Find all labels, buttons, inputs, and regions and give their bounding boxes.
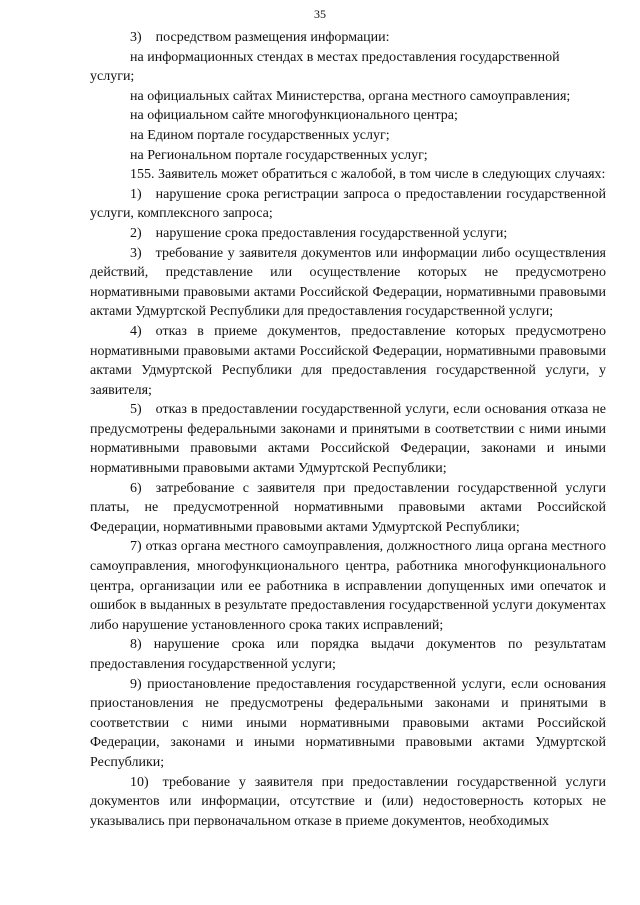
paragraph: 2) нарушение срока предоставления государственной услуги; [130,225,508,241]
paragraph: на Региональном портале государственных услуг; [130,147,428,163]
paragraph: на информационных стендах в местах предоставления государственной [130,49,560,65]
paragraph: 3) требование у заявителя документов или информации либо осуществления действий, представление или осуществление которых не предусмотрено нормативными правовыми актами Российской Федерации, нормативными правовыми актами Удмуртской Республики для предоставления государственной услуги; [90,245,606,320]
page-number: 35 [314,7,326,21]
paragraph: на Едином портале государственных услуг; [130,127,390,143]
paragraph: 155. Заявитель может обратиться с жалобой, в том числе в следующих случаях: [130,167,606,183]
paragraph: 1) нарушение срока регистрации запроса о предоставлении государственной услуги, комплексного запроса; [90,186,606,222]
document-body [90,28,606,831]
paragraph: 4) отказ в приеме документов, предоставление которых предусмотрено нормативными правовыми актами Российской Федерации, нормативными правовыми актами Удмуртской Республики для предоставления государственной услуги, у заявителя; [90,323,606,398]
paragraph: 10) требование у заявителя при предоставлении государственной услуги документов или информации, отсутствие и (или) недостоверность которых не указывались при первоначальном отказе в приеме документов, необходимых [90,774,606,829]
paragraph: 6) затребование с заявителя при предоставлении государственной услуги платы, не предусмотренной нормативными правовыми актами Российской Федерации, нормативными правовыми актами Удмуртской Республики; [90,480,606,535]
paragraph: 7) отказ органа местного самоуправления, должностного лица органа местного самоуправления, многофункционального центра, работника многофункционального центра, организации или ее работника в исправлении допущенных ими опечаток и ошибок в выданных в результате предоставления государственной услуги документах либо нарушение установленного срока таких исправлений; [90,539,606,633]
paragraph: на официальном сайте многофункционального центра; [130,108,458,124]
paragraph: 8) нарушение срока или порядка выдачи документов по результатам предоставления государственной услуги; [90,637,606,672]
paragraph: 3) посредством размещения информации: [130,30,390,45]
paragraph: 5) отказ в предоставлении государственной услуги, если основания отказа не предусмотрены федеральными законами и принятыми в соответствии с ними иными нормативными правовыми актами Российской Федерации, законами и иными нормативными правовыми актами Удмуртской Республики; [90,402,606,477]
paragraph: на официальных сайтах Министерства, органа местного самоуправления; [130,88,571,104]
paragraph: услуги; [90,69,135,85]
paragraph: 9) приостановление предоставления государственной услуги, если основания приостановления не предусмотрены федеральными законами и принятыми в соответствии с ними иными нормативными правовыми актами Российской Федерации, законами и иными нормативными правовыми актами Удмуртской Республики; [90,676,606,770]
